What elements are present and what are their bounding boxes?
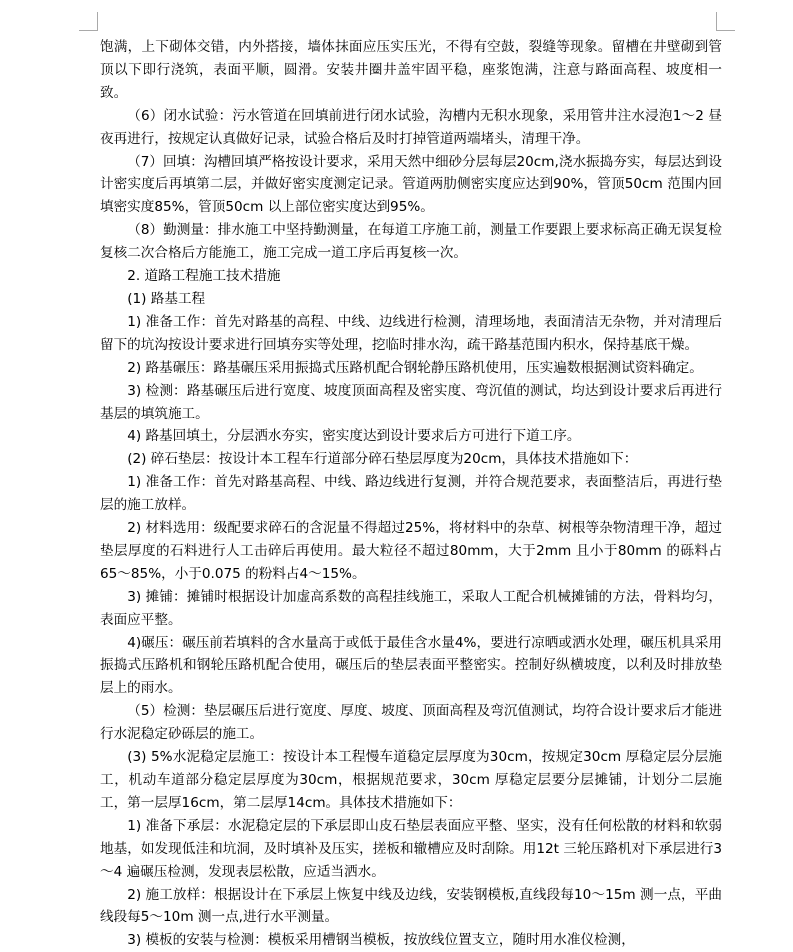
document-body bbox=[100, 36, 722, 952]
paragraph-backfill: （7）回填：沟槽回填严格按设计要求，采用天然中细砂分层每层20cm,浇水振捣夯实，每层达到设计密实度后再填第二层，并做好密实度测定记录。管道两肋侧密实度应达到90%，管顶50cm 范围内回填密实度85%，管顶50cm 以上部位密实度达到95%。 bbox=[100, 153, 722, 216]
section-heading-road-works: 2. 道路工程施工技术措施 bbox=[127, 268, 281, 285]
paragraph-masonry-continuation: 饱满，上下砌体交错，内外搭接，墙体抹面应压实压光，不得有空鼓，裂缝等现象。留槽在井壁砌到管顶以下即行浇筑，表面平顺，圆滑。安装井圈井盖牢固平稳，座浆饱满，注意与路面高程、坡度相一致。 bbox=[100, 39, 722, 101]
top-right-crop-mark bbox=[716, 12, 735, 31]
paragraph-subgrade-compaction: 2) 路基碾压：路基碾压采用振捣式压路机配合钢轮静压路机使用，压实遍数根据测试资料确定。 bbox=[127, 359, 703, 376]
paragraph-cushion-preparation: 1) 准备工作：首先对路基高程、中线、路边线进行复测，并符合规范要求，表面整洁后，再进行垫层的施工放样。 bbox=[100, 474, 722, 514]
paragraph-setting-out: 2) 施工放样：根据设计在下承层上恢复中线及边线，安装钢模板,直线段每10～15m 测一点，平曲线段每5～10m 测一点,进行水平测量。 bbox=[100, 886, 722, 926]
paragraph-cushion-inspection: （5）检测：垫层碾压后进行宽度、厚度、坡度、顶面高程及弯沉值测试，均符合设计要求后才能进行水泥稳定砂砾层的施工。 bbox=[100, 703, 722, 743]
paragraph-spreading: 3) 摊铺：摊铺时根据设计加虚高系数的高程挂线施工，采取人工配合机械摊铺的方法，骨料均匀，表面应平整。 bbox=[100, 588, 722, 628]
paragraph-prepare-lower-layer: 1) 准备下承层：水泥稳定层的下承层即山皮石垫层表面应平整、坚实，没有任何松散的材料和软弱地基，如发现低洼和坑洞，及时填补及压实，搓板和辙槽应及时刮除。用12t 三轮压路机对下承层进行3～4 遍碾压检测，发现表层松散，应适当洒水。 bbox=[100, 817, 722, 880]
paragraph-formwork-installation: 3) 模板的安装与检测：模板采用槽钢当模板，按放线位置支立，随时用水准仪检测， bbox=[127, 932, 635, 949]
subsection-heading-cement-stabilized-layer: (3) 5%水泥稳定层施工：按设计本工程慢车道稳定层厚度为30cm，按规定30cm 厚稳定层分层施工，机动车道部分稳定层厚度为30cm，根据规范要求，30cm 厚稳定层要分层摊铺，计划分二层施工，第一层厚16cm，第二层厚14cm。具体技术措施如下： bbox=[100, 749, 722, 811]
subsection-heading-gravel-cushion: (2) 碎石垫层：按设计本工程车行道部分碎石垫层厚度为20cm，具体技术措施如下： bbox=[127, 451, 638, 468]
paragraph-material-selection: 2) 材料选用：级配要求碎石的含泥量不得超过25%，将材料中的杂草、树根等杂物清理干净，超过垫层厚度的石料进行人工击碎后再使用。最大粒径不超过80mm，大于2mm 且小于80mm 的砾料占65～85%，小于0.075 的粉料占4～15%。 bbox=[100, 520, 722, 582]
paragraph-closed-water-test: （6）闭水试验：污水管道在回填前进行闭水试验，沟槽内无积水现象，采用管井注水浸泡1～2 昼夜再进行，按规定认真做好记录，试验合格后及时打掉管道两端堵头，清理干净。 bbox=[100, 107, 722, 147]
top-left-crop-mark bbox=[79, 12, 98, 31]
subsection-heading-subgrade: (1) 路基工程 bbox=[127, 290, 206, 307]
paragraph-rolling: 4)碾压：碾压前若填料的含水量高于或低于最佳含水量4%，要进行凉晒或洒水处理，碾压机具采用振捣式压路机和钢轮压路机配合使用，碾压后的垫层表面平整密实。控制好纵横坡度，以利及时排放垫层上的雨水。 bbox=[100, 634, 722, 697]
paragraph-subgrade-backfill: 4) 路基回填土，分层洒水夯实，密实度达到设计要求后方可进行下道工序。 bbox=[127, 428, 581, 445]
paragraph-subgrade-inspection: 3) 检测：路基碾压后进行宽度、坡度顶面高程及密实度、弯沉值的测试，均达到设计要求后再进行基层的填筑施工。 bbox=[100, 382, 722, 422]
paragraph-subgrade-preparation: 1) 准备工作：首先对路基的高程、中线、边线进行检测，清理场地，表面清洁无杂物，并对清理后留下的坑沟按设计要求进行回填夯实等处理，挖临时排水沟，疏干路基范围内积水，保持基底干燥。 bbox=[100, 313, 722, 353]
paragraph-frequent-survey: （8）勤测量：排水施工中坚持勤测量，在每道工序施工前，测量工作要跟上要求标高正确无误复检复核二次合格后方能施工，施工完成一道工序后再复核一次。 bbox=[100, 222, 722, 262]
